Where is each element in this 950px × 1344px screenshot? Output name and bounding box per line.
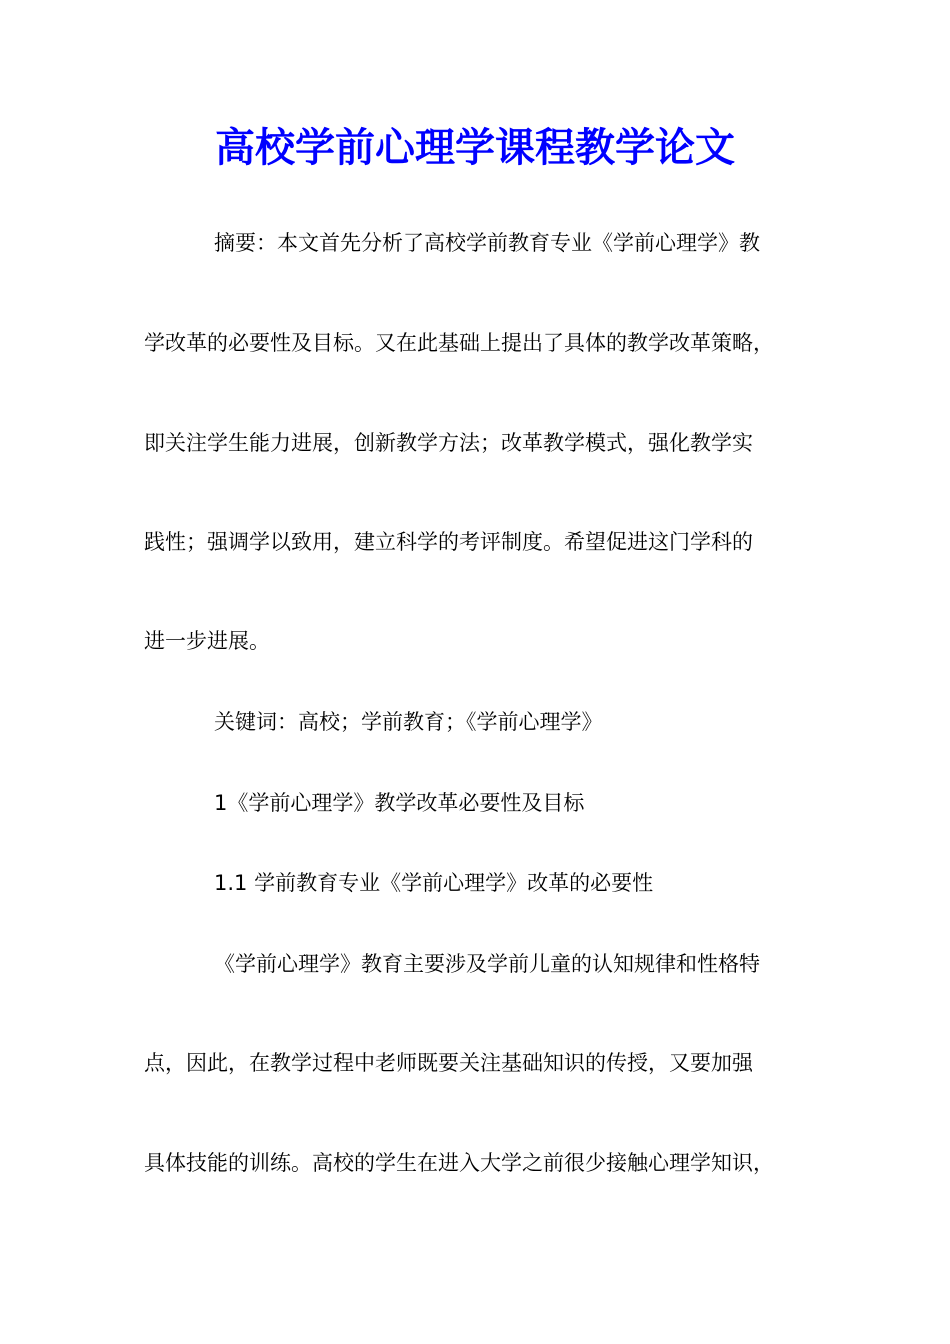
abstract-line-2: 学改革的必要性及目标。又在此基础上提出了具体的教学改革策略， [144,331,774,355]
body-line-2: 点，因此，在教学过程中老师既要关注基础知识的传授，又要加强 [144,1051,753,1075]
body-line-3: 具体技能的训练。高校的学生在进入大学之前很少接触心理学知识， [144,1151,774,1175]
document-title: 高校学前心理学课程教学论文 [215,124,735,171]
abstract-line-3: 即关注学生能力进展，创新教学方法；改革教学模式，强化教学实 [144,431,753,455]
abstract-line-1: 摘要：本文首先分析了高校学前教育专业《学前心理学》教 [214,231,760,255]
body-line-1: 《学前心理学》教育主要涉及学前儿童的认知规律和性格特 [214,952,760,976]
abstract-line-4: 践性；强调学以致用，建立科学的考评制度。希望促进这门学科的 [144,530,753,554]
section-heading-1: 1《学前心理学》教学改革必要性及目标 [214,791,585,815]
abstract-line-5: 进一步进展。 [144,629,270,653]
section-heading-1-1: 1.1 学前教育专业《学前心理学》改革的必要性 [214,871,654,895]
keywords-line: 关键词：高校；学前教育；《学前心理学》 [214,710,603,734]
